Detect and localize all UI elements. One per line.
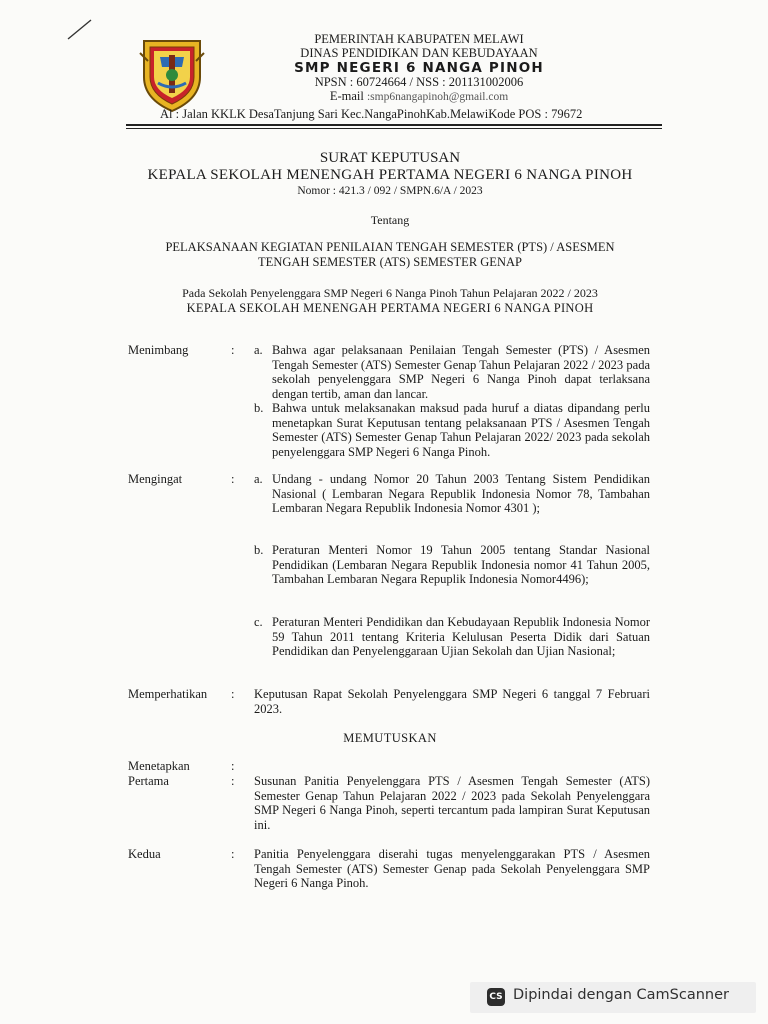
mengingat-label: Mengingat (128, 472, 183, 486)
context-line-1: Pada Sekolah Penyelenggara SMP Negeri 6 Nanga Pinoh Tahun Pelajaran 2022 / 2023 (182, 286, 598, 300)
mengingat-c-text: Peraturan Menteri Pendidikan dan Kebudayaan Republik Indonesia Nomor 59 Tahun 2011 tentang Kriteria Kelulusan Peserta Didik dari Satuan Pendidikan dan Penyelenggaraan Ujian Sekolah dan Ujian Nasional; (272, 615, 650, 659)
tentang-label: Tentang (370, 213, 410, 227)
mengingat-a-text: Undang - undang Nomor 20 Tahun 2003 Tentang Sistem Pendidikan Nasional ( Lembaran Negara Republik Indonesia Nomor 78, Tambahan Lembaran Negara Republik Indonesia Nomor 4301 ); (272, 472, 650, 516)
menimbang-b-marker: b. (254, 401, 264, 415)
kedua-colon: : (231, 847, 235, 861)
school-address: Al : Jalan KKLK DesaTanjung Sari Kec.NangaPinohKab.MelawiKode POS : 79672 (160, 107, 583, 121)
mengingat-a-marker: a. (254, 472, 263, 486)
letterhead-rule-thin (126, 128, 662, 129)
email-value: :smp6nangapinoh@gmail.com (366, 91, 509, 104)
letterhead (200, 32, 638, 104)
pertama-colon: : (231, 774, 235, 788)
kedua-text: Panitia Penyelenggara diserahi tugas menyelenggarakan PTS / Asesmen Tengah Semester (ATS) Semester Genap pada Sekolah Penyelenggara SMP Negeri 6 Nanga Pinoh. (254, 847, 650, 891)
mengingat-colon: : (231, 472, 235, 486)
subject-line-2: TENGAH SEMESTER (ATS) SEMESTER GENAP (258, 255, 522, 269)
document-number: Nomor : 421.3 / 092 / SMPN.6/A / 2023 (297, 185, 483, 197)
context-line-2: KEPALA SEKOLAH MENENGAH PERTAMA NEGERI 6 NANGA PINOH (186, 300, 594, 315)
menimbang-a-text: Bahwa agar pelaksanaan Penilaian Tengah Semester (PTS) / Asesmen Tengah Semester (ATS) Semester Genap Tahun Pelajaran 2022 / 2023 pada sekolah penyelenggara SMP Negeri 6 Nanga Pinoh dapat terlaksana dengan tertib, aman dan lancar. (272, 343, 650, 401)
npsn-nss: NPSN : 60724664 / NSS : 201131002006 (314, 74, 524, 89)
pertama-text: Susunan Panitia Penyelenggara PTS / Asesmen Tengah Semester (ATS) Semester Genap Tahun Pelajaran 2022 / 2023 pada Sekolah Penyelenggara SMP Negeri 6 Nanga Pinoh, seperti tercantum pada lampiran Surat Keputusan ini. (254, 774, 650, 832)
school-name: SMP NEGERI 6 NANGA PINOH (294, 59, 544, 76)
subject-line-1: PELAKSANAAN KEGIATAN PENILAIAN TENGAH SEMESTER (PTS) / ASESMEN (165, 240, 615, 254)
menetapkan-label: Menetapkan (128, 759, 190, 773)
mengingat-b-marker: b. (254, 543, 264, 557)
menimbang-a-marker: a. (254, 343, 263, 357)
department-name: DINAS PENDIDIKAN DAN KEBUDAYAAN (300, 46, 538, 61)
melawi-regency-emblem-icon (138, 33, 206, 113)
email-label: E-mail (329, 89, 364, 104)
kedua-label: Kedua (128, 847, 161, 861)
camscanner-logo-icon: CS (487, 988, 505, 1006)
pertama-label: Pertama (128, 774, 169, 788)
document-issuer: KEPALA SEKOLAH MENENGAH PERTAMA NEGERI 6 NANGA PINOH (147, 167, 633, 183)
memperhatikan-text: Keputusan Rapat Sekolah Penyelenggara SMP Negeri 6 tanggal 7 Februari 2023. (254, 687, 650, 716)
memperhatikan-colon: : (231, 687, 235, 701)
camscanner-text: Dipindai dengan CamScanner (513, 987, 730, 1003)
document-subject (110, 240, 670, 270)
pen-stroke-mark (64, 18, 94, 40)
menimbang-label: Menimbang (128, 343, 189, 357)
letterhead-rule-thick (126, 124, 662, 126)
email-line (200, 89, 638, 104)
document-context (110, 286, 670, 315)
mengingat-b-text: Peraturan Menteri Nomor 19 Tahun 2005 tentang Standar Nasional Pendidikan (Lembaran Negara Republik Indonesia nomor 41 Tahun 2005, Tambahan Lembaran Negara Repuplik Indonesia Nomor4496); (272, 543, 650, 587)
mengingat-c-marker: c. (254, 615, 263, 629)
government-name: PEMERINTAH KABUPATEN MELAWI (314, 32, 524, 46)
menimbang-b-text: Bahwa untuk melaksanakan maksud pada huruf a diatas dipandang perlu menetapkan Surat Keputusan tentang pelaksanaan PTS / Asesmen Tengah Semester (ATS) Semester Genap Tahun Pelajaran 2022/ 2023 pada sekolah penyelenggara SMP Negeri 6 Nanga Pinoh. (272, 401, 650, 459)
menetapkan-colon: : (231, 759, 235, 773)
memperhatikan-label: Memperhatikan (128, 687, 208, 701)
document-type: SURAT KEPUTUSAN (319, 150, 461, 166)
menimbang-colon: : (231, 343, 235, 357)
memutuskan-heading: MEMUTUSKAN (343, 731, 437, 745)
